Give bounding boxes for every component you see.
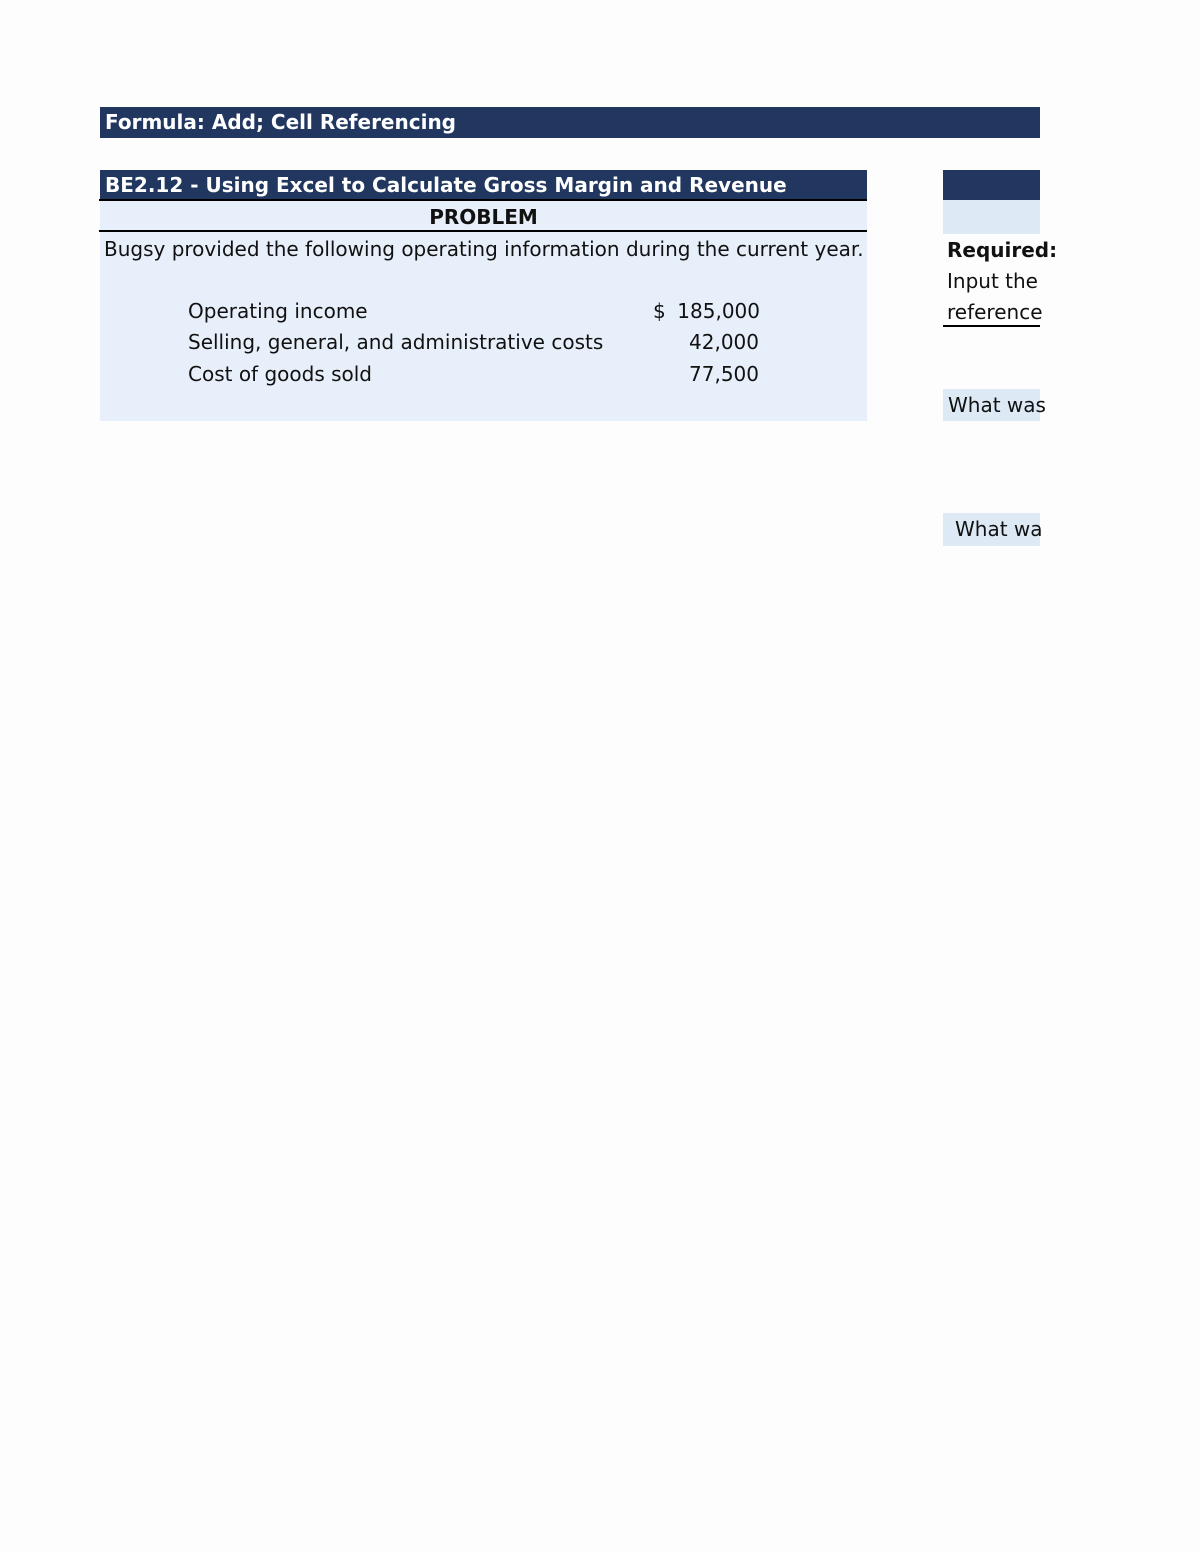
instruction-underline (943, 325, 1040, 327)
formula-banner: Formula: Add; Cell Referencing (100, 107, 1040, 138)
section-underline (99, 230, 867, 232)
instruction-line-2: reference (947, 300, 1043, 324)
question-2-box: What wa (943, 513, 1040, 546)
instruction-line-1: Input the (947, 269, 1038, 293)
title-underline (99, 199, 867, 201)
row-label: Selling, general, and administrative costs (188, 330, 604, 354)
required-label: Required: (947, 238, 1058, 262)
row-amount: 42,000 (689, 330, 759, 354)
row-label: Cost of goods sold (188, 362, 373, 386)
row-label: Operating income (188, 299, 368, 323)
solution-header-band (943, 200, 1040, 234)
solution-title-bar (943, 170, 1040, 200)
problem-title: BE2.12 - Using Excel to Calculate Gross Margin and Revenue (100, 170, 867, 200)
problem-intro: Bugsy provided the following operating information during the current year. (104, 237, 864, 261)
question-1-box: What was (943, 389, 1040, 421)
row-amount: 77,500 (689, 362, 759, 386)
problem-section-label: PROBLEM (429, 205, 538, 229)
row-currency: $ (653, 299, 666, 323)
row-amount: 185,000 (677, 299, 760, 323)
